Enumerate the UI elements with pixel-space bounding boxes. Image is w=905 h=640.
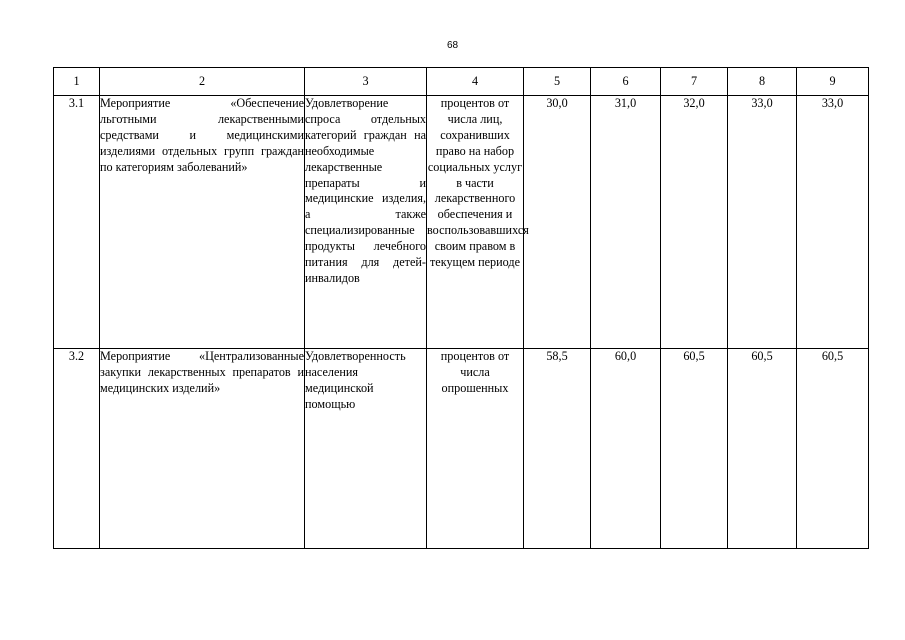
value-cell: 60,5 bbox=[661, 349, 728, 549]
value-cell: 60,0 bbox=[591, 349, 661, 549]
column-header-3: 3 bbox=[305, 68, 427, 96]
unit-of-measure: процентов от числа опрошенных bbox=[427, 349, 524, 549]
value-cell: 33,0 bbox=[797, 96, 869, 349]
unit-of-measure: процентов от числа лиц, сохранивших право на набор социальных услуг в части лекарственного обеспечения и воспользовавшихся своим правом в текущем периоде bbox=[427, 96, 524, 349]
value-cell: 32,0 bbox=[661, 96, 728, 349]
value-cell: 31,0 bbox=[591, 96, 661, 349]
event-name: Мероприятие «Обеспечение льготными лекарственными средствами и медицинскими изделиями отдельных групп граждан по категориям заболеваний» bbox=[100, 96, 305, 349]
indicators-table bbox=[53, 67, 869, 549]
column-header-7: 7 bbox=[661, 68, 728, 96]
event-name: Мероприятие «Централизованные закупки лекарственных препаратов и медицинских изделий» bbox=[100, 349, 305, 549]
column-header-4: 4 bbox=[427, 68, 524, 96]
indicator-name: Удовлетворенность населения медицинской помощью bbox=[305, 349, 427, 549]
row-number: 3.1 bbox=[54, 96, 100, 349]
value-cell: 33,0 bbox=[728, 96, 797, 349]
column-header-8: 8 bbox=[728, 68, 797, 96]
column-header-2: 2 bbox=[100, 68, 305, 96]
value-cell: 60,5 bbox=[797, 349, 869, 549]
row-number: 3.2 bbox=[54, 349, 100, 549]
table-row bbox=[54, 349, 869, 549]
page-number: 68 bbox=[446, 40, 459, 51]
value-cell: 58,5 bbox=[524, 349, 591, 549]
table-header-row bbox=[54, 68, 869, 96]
column-header-5: 5 bbox=[524, 68, 591, 96]
value-cell: 30,0 bbox=[524, 96, 591, 349]
indicator-name: Удовлетворение спроса отдельных категорий граждан на необходимые лекарственные препараты и медицинские изделия, а также специализированные продукты лечебного питания для детей-инвалидов bbox=[305, 96, 427, 349]
value-cell: 60,5 bbox=[728, 349, 797, 549]
column-header-1: 1 bbox=[54, 68, 100, 96]
table-row bbox=[54, 96, 869, 349]
column-header-6: 6 bbox=[591, 68, 661, 96]
column-header-9: 9 bbox=[797, 68, 869, 96]
